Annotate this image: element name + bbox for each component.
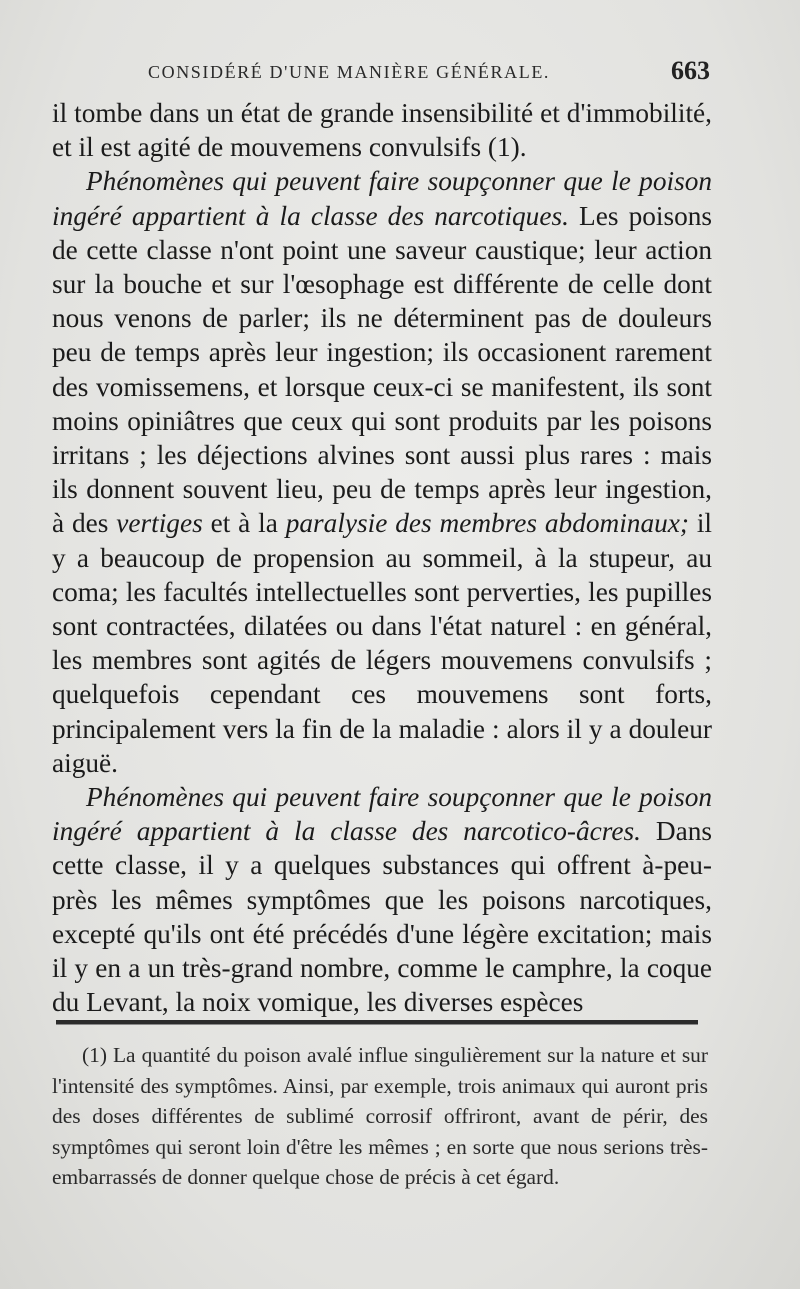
paragraph-narcotico-acres bbox=[52, 780, 712, 1019]
paragraph-narcotiques bbox=[52, 164, 712, 780]
italic-term-paralysie: paralysie des membres abdominaux; bbox=[285, 508, 689, 539]
section-heading-narcotiques: Phénomènes qui peuvent faire soupçonner que le poison ingéré appartient à la classe des narcotiques. bbox=[52, 166, 712, 231]
paragraph-text: Dans cette classe, il y a quelques substances qui offrent à-peu-près les mêmes symptômes que les poisons narcotiques, excepté qu'ils ont été précédés d'une légère excitation; mais il y en a un très-grand nombre, comme le camphre, la coque du Levant, la noix vomique, les diverses espèces bbox=[52, 816, 712, 1018]
running-title: CONSIDÉRÉ D'UNE MANIÈRE GÉNÉRALE. bbox=[148, 62, 551, 82]
footnote-separator-rule bbox=[56, 1020, 698, 1025]
paragraph-text: Les poisons de cette classe n'ont point une saveur caustique; leur action sur la bouche et sur l'œsophage est différente de celle dont nous venons de parler; ils ne déterminent pas de douleurs peu de temps après leur ingestion; ils occasionent rarement des vomissemens, et lorsque ceux-ci se manifestent, ils sont moins opiniâtres que ceux qui sont produits par les poisons irritans ; les déjections alvines sont aussi plus rares : mais ils donnent souvent lieu, peu de temps après leur ingestion, à des bbox=[52, 200, 712, 539]
paragraph-continuation bbox=[52, 96, 712, 164]
main-text bbox=[52, 96, 712, 1019]
paragraph-text: il tombe dans un état de grande insensibilité et d'immobilité, et il est agité de mouvemens convulsifs (1). bbox=[52, 98, 712, 163]
italic-term-vertiges: vertiges bbox=[116, 508, 203, 539]
footnote bbox=[52, 1040, 708, 1193]
footnote-text: (1) La quantité du poison avalé influe singulièrement sur la nature et sur l'intensité des symptômes. Ainsi, par exemple, trois animaux qui auront pris des doses différentes de sublimé corrosif offriront, avant de périr, des symptômes qui seront loin d'être les mêmes ; en sorte que nous serions très-embarrassés de donner quelque chose de précis à cet égard. bbox=[52, 1043, 708, 1190]
page-number: 663 bbox=[671, 56, 710, 85]
paragraph-text: il y a beaucoup de propension au sommeil, à la stupeur, au coma; les facultés intellectuelles sont perverties, les pupilles sont contractées, dilatées ou dans l'état naturel : en général, les membres sont agités de légers mouvemens convulsifs ; quelquefois cependant ces mouvemens sont forts, principalement vers la fin de la maladie : alors il y a douleur aiguë. bbox=[52, 508, 713, 778]
section-heading-narcotico-acres: Phénomènes qui peuvent faire soupçonner que le poison ingéré appartient à la classe des narcotico-âcres. bbox=[52, 782, 712, 847]
paragraph-text: et à la bbox=[202, 508, 286, 539]
